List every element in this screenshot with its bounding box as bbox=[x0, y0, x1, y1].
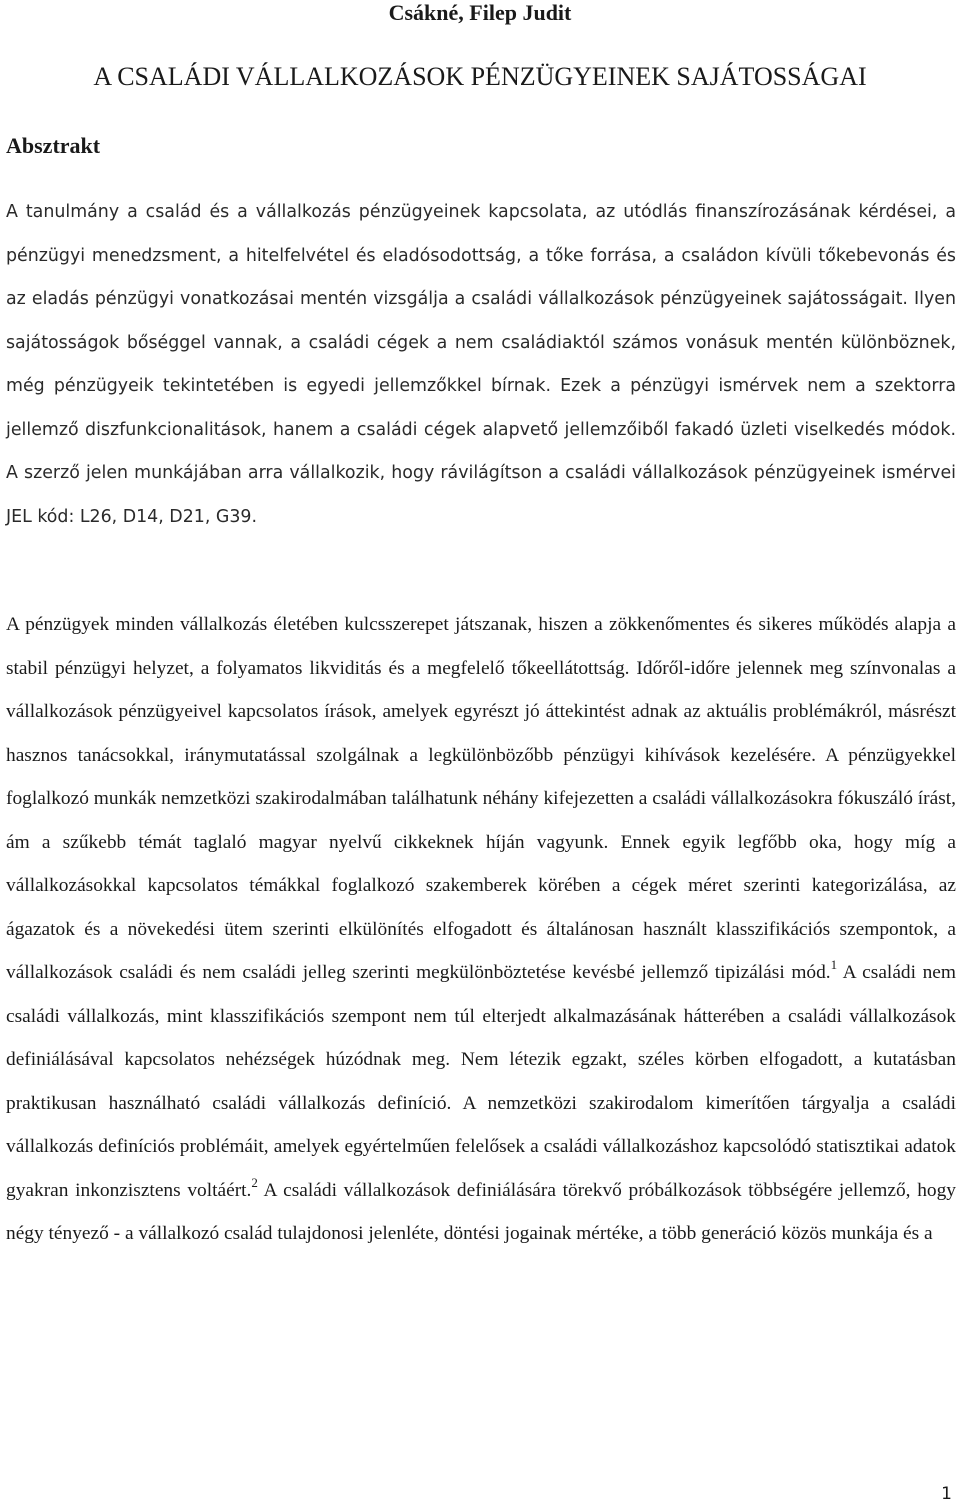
abstract-heading: Absztrakt bbox=[6, 133, 101, 158]
body-text-part-2: A családi nem családi vállalkozás, mint klasszifikációs szempont nem túl elterjedt alkalmazásának hátterében a családi vállalkozások definiálásával kapcsolatos nehézségek húzódnak meg. Nem létezik egzakt, széles körben elfogadott, a kutatásban praktikusan használható családi vállalkozás definíció. A nemzetközi szakirodalom kimerítően tárgyalja a családi vállalkozás definíciós problémáit, amelyek egyértelműen felelősek a családi vállalkozáshoz kapcsolódó statisztikai adatok gyakran inkonzisztens voltáért. bbox=[6, 962, 956, 1201]
body-text-part-3: A családi vállalkozások definiálására törekvő próbálkozások többségére jellemző, hogy négy tényező - a vállalkozó család tulajdonosi jelenléte, döntési jogainak mértéke, a több generáció közös munkája és a bbox=[6, 1179, 956, 1244]
abstract-paragraph: A tanulmány a család és a vállalkozás pénzügyeinek kapcsolata, az utódlás finanszírozásának kérdései, a pénzügyi menedzsment, a hitelfelvétel és eladósodottság, a tőke forrása, a családon kívüli tőkebevonás és az eladás pénzügyi vonatkozásai mentén vizsgálja a családi vállalkozások pénzügyeinek sajátosságait. Ilyen sajátosságok bőséggel vannak, a családi cégek a nem családiaktól számos vonásuk mentén különböznek, még pénzügyeik tekintetében is egyedi jellemzőkkel bírnak. Ezek a pénzügyi ismérvek nem a szektorra jellemző diszfunkcionalitások, hanem a családi cégek alapvető jellemzőiből fakadó üzleti viselkedés módok. A szerző jelen munkájában arra vállalkozik, hogy rávilágítson a családi vállalkozások pénzügyeinek ismérvei JEL kód: L26, D14, D21, G39. bbox=[6, 202, 956, 527]
body-text-part-1: A pénzügyek minden vállalkozás életében kulcsszerepet játszanak, hiszen a zökkenőmentes és sikeres működés alapja a stabil pénzügyi helyzet, a folyamatos likviditás és a megfelelő tőkeellátottság. Időről-időre jelennek meg színvonalas a vállalkozások pénzügyeivel kapcsolatos írások, amelyek egyrészt jó áttekintést adnak az aktuális problémákról, másrészt hasznos tanácsokkal, iránymutatással szolgálnak a legkülönbözőbb pénzügyi kihívások kezelésére. A pénzügyekkel foglalkozó munkák nemzetközi szakirodalmában találhatunk néhány kifejezetten a családi vállalkozásokra fókuszáló írást, ám a szűkebb témát taglaló magyar nyelvű cikkeknek híján vagyunk. Ennek egyik legfőbb oka, hogy míg a vállalkozásokkal kapcsolatos témákkal foglalkozó szakemberek körében a cégek méret szerinti kategorizálása, az ágazatok és a növekedési ütem szerinti elkülönítés elfogadott és általánosan használt klasszifikációs szempontok, a vállalkozások családi és nem családi jelleg szerinti megkülönböztetése kevésbé jellemző tipizálási mód. bbox=[6, 614, 956, 983]
footnote-reference-1[interactable]: 1 bbox=[830, 957, 838, 972]
footnote-reference-2[interactable]: 2 bbox=[251, 1174, 258, 1190]
page-number: 1 bbox=[941, 1484, 952, 1504]
body-paragraph bbox=[6, 603, 956, 1256]
document-title: A CSALÁDI VÁLLALKOZÁSOK PÉNZÜGYEINEK SAJÁTOSSÁGAI bbox=[93, 62, 867, 91]
author-name: Csákné, Filep Judit bbox=[388, 0, 572, 25]
